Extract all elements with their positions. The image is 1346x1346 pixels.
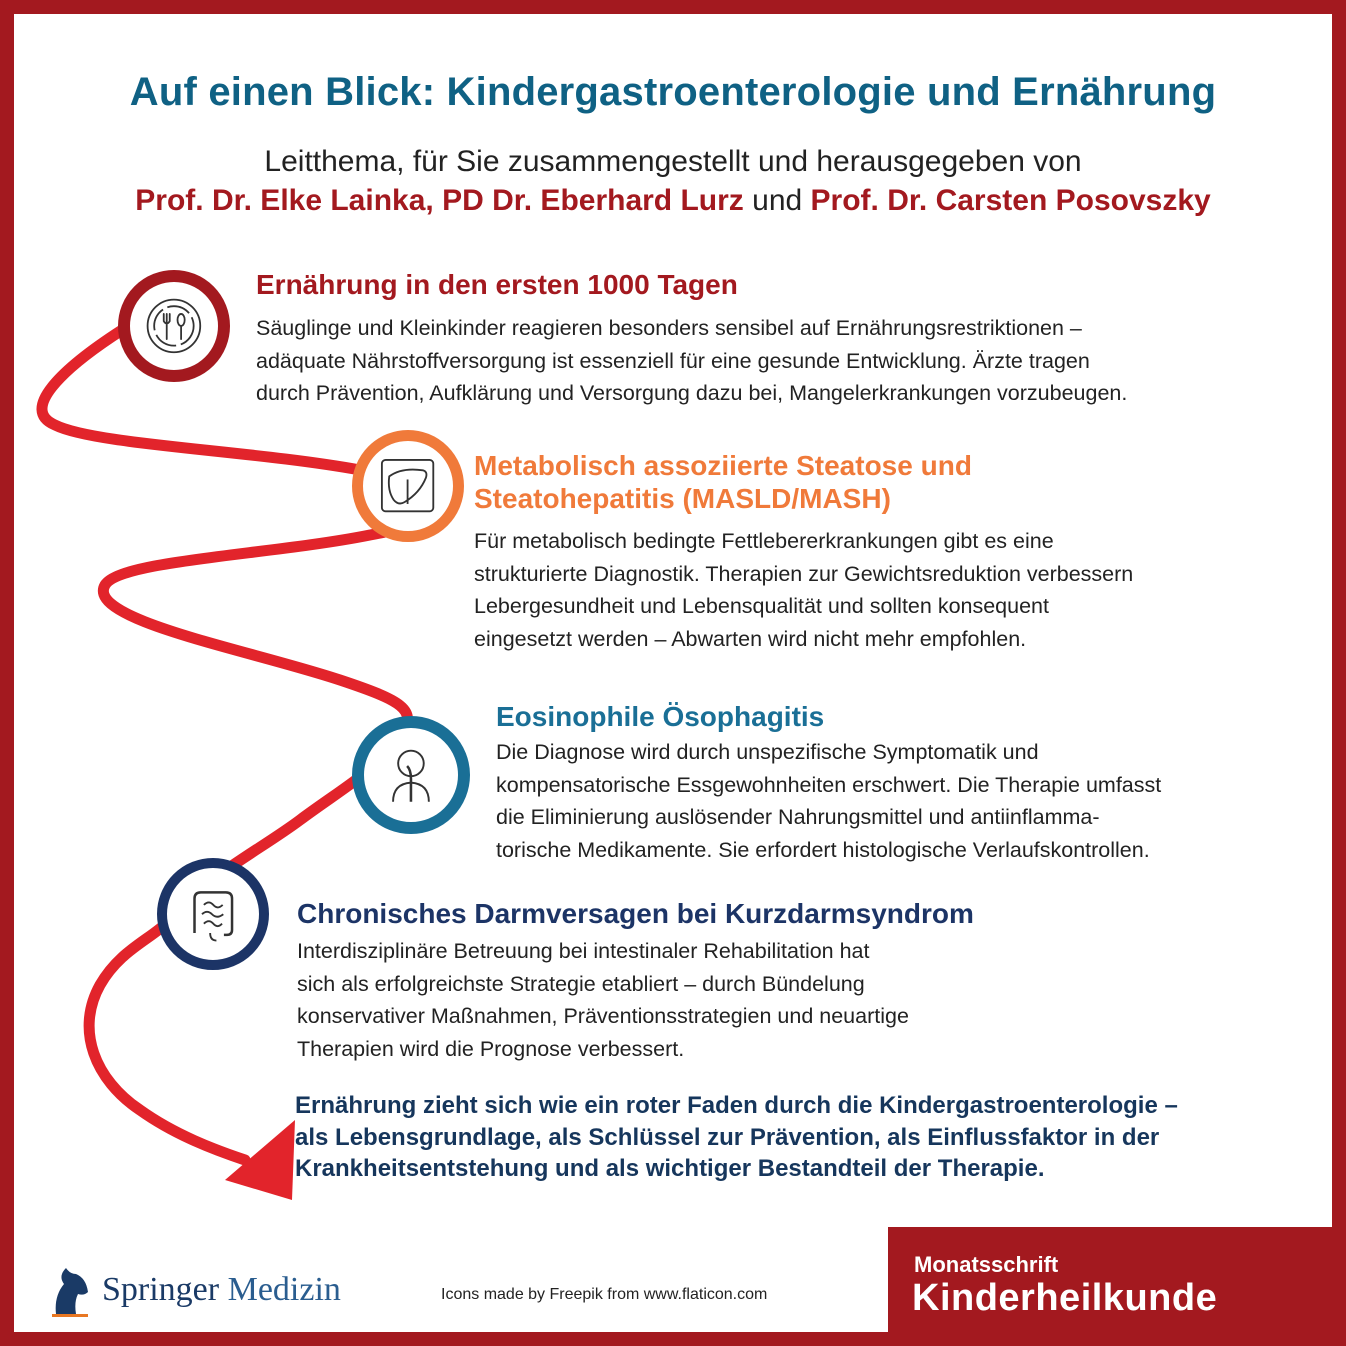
journal-badge <box>888 1227 1346 1346</box>
section-3-line: torische Medikamente. Sie erfordert histologische Verlaufskontrollen. <box>496 837 1150 862</box>
horse-logo-icon <box>48 1260 92 1320</box>
section-2-line: Lebergesundheit und Lebensqualität und sollten konsequent <box>474 594 1049 618</box>
section-4-title: Chronisches Darmversagen bei Kurzdarmsyndrom <box>297 898 974 929</box>
editor-names-1: Prof. Dr. Elke Lainka, PD Dr. Eberhard Lurz <box>135 184 744 217</box>
intestine-icon <box>182 883 245 946</box>
section-2-title-line: Steatohepatitis (MASLD/MASH) <box>474 483 891 514</box>
nutrition-plate-icon <box>144 296 204 356</box>
esophagus-icon <box>379 743 443 807</box>
section-1-line: Säuglinge und Kleinkinder reagieren besonders sensibel auf Ernährungsrestriktionen – <box>256 316 1082 340</box>
conclusion-line: als Lebensgrundlage, als Schlüssel zur Prävention, als Einflussfaktor in der <box>295 1123 1160 1151</box>
liver-circle <box>352 430 464 542</box>
section-2-title <box>474 449 972 515</box>
subtitle: Leitthema, für Sie zusammengestellt und herausgegeben von <box>264 145 1082 178</box>
section-3-line: die Eliminierung auslösender Nahrungsmittel und antiinflamma- <box>496 805 1100 829</box>
journal-line2: Kinderheilkunde <box>912 1277 1218 1319</box>
editor-names-2: Prof. Dr. Carsten Posovszky <box>810 184 1211 217</box>
conclusion-line: Ernährung zieht sich wie ein roter Faden durch die Kindergastroenterologie – <box>295 1092 1178 1119</box>
liver-icon <box>377 455 438 516</box>
page-title: Auf einen Blick: Kindergastroenterologie und Ernährung <box>129 70 1217 114</box>
icon-credit: Icons made by Freepik from www.flaticon.com <box>441 1286 768 1303</box>
section-1-title: Ernährung in den ersten 1000 Tagen <box>256 269 738 300</box>
section-4-line: Interdisziplinäre Betreuung bei intestinaler Rehabilitation hat <box>297 939 870 963</box>
section-1-line: adäquate Nährstoffversorgung ist essenziell für eine gesunde Entwicklung. Ärzte tragen <box>256 348 1090 373</box>
section-2-line: Für metabolisch bedingte Fettlebererkrankungen gibt es eine <box>474 529 1054 553</box>
section-2-line: eingesetzt werden – Abwarten wird nicht mehr empfohlen. <box>474 626 1027 651</box>
section-3-title: Eosinophile Ösophagitis <box>496 701 825 732</box>
editor-connector: und <box>752 184 803 217</box>
section-4-body <box>297 935 1057 1065</box>
section-4-line: sich als erfolgreichste Strategie etabliert – durch Bündelung <box>297 971 865 996</box>
section-3-line: kompensatorische Essgewohnheiten erschwert. Die Therapie umfasst <box>496 772 1162 797</box>
springer-logo <box>48 1260 341 1320</box>
section-3-line: Die Diagnose wird durch unspezifische Symptomatik und <box>496 740 1039 764</box>
section-4-line: konservativer Maßnahmen, Präventionsstrategien und neuartige <box>297 1004 909 1028</box>
esophagus-circle <box>352 716 470 834</box>
section-2-line: strukturierte Diagnostik. Therapien zur Gewichtsreduktion verbessern <box>474 561 1134 586</box>
section-1-body <box>256 312 1326 410</box>
publisher-main: Springer <box>102 1271 220 1308</box>
intestine-circle <box>157 858 269 970</box>
publisher-name <box>102 1271 341 1309</box>
conclusion <box>295 1090 1325 1185</box>
journal-line1: Monatsschrift <box>914 1252 1059 1277</box>
section-2-body <box>474 525 1324 655</box>
nutrition-circle <box>118 270 230 382</box>
section-2-title-line: Metabolisch assoziierte Steatose und <box>474 450 972 481</box>
section-3-body <box>496 736 1326 866</box>
publisher-sub: Medizin <box>227 1271 341 1308</box>
conclusion-line: Krankheitsentstehung und als wichtiger Bestandteil der Therapie. <box>295 1155 1045 1182</box>
section-4-line: Therapien wird die Prognose verbessert. <box>297 1036 685 1061</box>
section-1-line: durch Prävention, Aufklärung und Versorgung dazu bei, Mangelerkrankungen vorzubeugen. <box>256 381 1128 405</box>
